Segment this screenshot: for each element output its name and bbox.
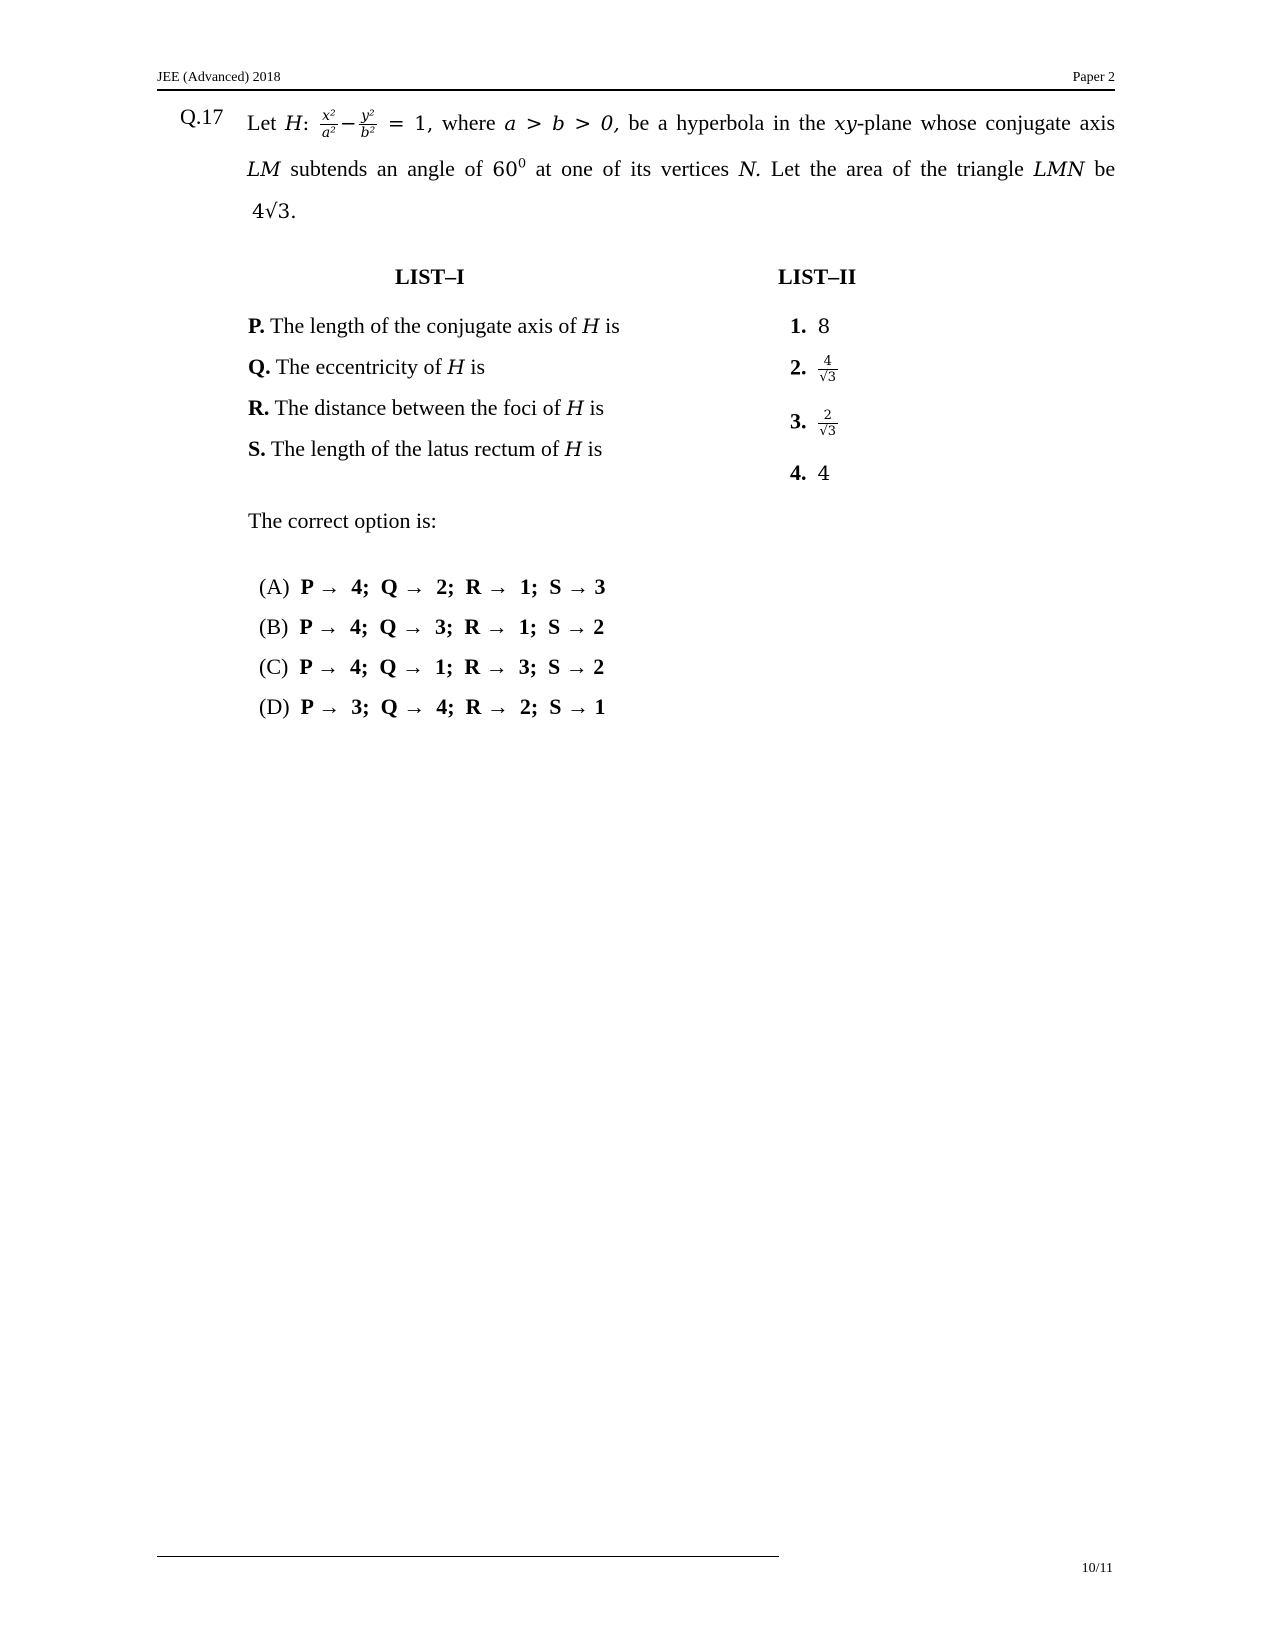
degree-sup: 0	[517, 156, 527, 172]
fraction-x2-a2: $\frac{\text{x²}}{\text{a²}}$	[321, 108, 336, 142]
page-number: 10/11	[1081, 1561, 1113, 1576]
list-1-item-p: P. The length of the conjugate axis of H is	[248, 313, 620, 338]
var-n: N.	[738, 157, 762, 181]
text-area: Let the area of the triangle	[770, 156, 1024, 181]
header-exam-title: JEE (Advanced) 2018	[157, 70, 281, 85]
question-line-3	[252, 196, 1120, 226]
text-subtends: subtends an angle of	[290, 156, 483, 181]
var-lmn: LMN	[1033, 157, 1085, 181]
var-h: H	[285, 111, 303, 135]
list-2-item-1: 1. 8	[790, 313, 831, 338]
option-b[interactable]: (B) P → 4; Q → 3; R → 1; S → 2	[259, 614, 605, 639]
list-2-item-2: 2. $\frac{4}{√3}$	[790, 354, 837, 385]
text-be: be	[1094, 156, 1116, 181]
header-rule	[157, 89, 1115, 91]
option-d[interactable]: (D) P → 3; Q → 4; R → 2; S → 1	[259, 694, 606, 719]
text-let: Let	[247, 110, 277, 135]
list-2-item-3: 3. $\frac{2}{√3}$	[790, 408, 837, 439]
text-hyperbola: be a hyperbola in the	[628, 110, 826, 135]
list-1-title: LIST–I	[395, 264, 465, 289]
area-value: 4√3.	[252, 199, 297, 223]
fraction-y2-b2: $\frac{\text{y²}}{\text{b²}}$	[360, 108, 376, 142]
text-where: where	[441, 110, 496, 135]
list-2-item-4: 4. 4	[790, 460, 831, 485]
option-a[interactable]: (A) P → 4; Q → 2; R → 1; S → 3	[259, 574, 606, 599]
text-plane: -plane whose conjugate axis	[856, 110, 1116, 135]
question-line-1	[247, 108, 1115, 141]
list-1-item-q: Q. The eccentricity of H is	[248, 354, 486, 379]
minus-sign: −	[339, 111, 357, 135]
header-paper-label: Paper 2	[1072, 70, 1115, 85]
list-1-item-s: S. The length of the latus rectum of H is	[248, 436, 603, 461]
condition: a > b > 0,	[504, 111, 620, 135]
equals-one: = 1,	[387, 111, 434, 135]
list-1-item-r: R. The distance between the foci of H is	[248, 395, 605, 420]
footer-rule	[157, 1556, 779, 1557]
var-xy: xy	[834, 111, 857, 135]
var-lm: LM	[247, 157, 281, 181]
text-vertices: at one of its vertices	[535, 156, 730, 181]
question-line-2	[247, 154, 1115, 184]
list-2-title: LIST–II	[778, 264, 857, 289]
colon: :	[302, 111, 310, 135]
angle-value: 60	[492, 157, 518, 181]
question-number: Q.17	[180, 104, 224, 129]
option-c[interactable]: (C) P → 4; Q → 1; R → 3; S → 2	[259, 654, 605, 679]
answer-stem: The correct option is:	[248, 508, 437, 533]
